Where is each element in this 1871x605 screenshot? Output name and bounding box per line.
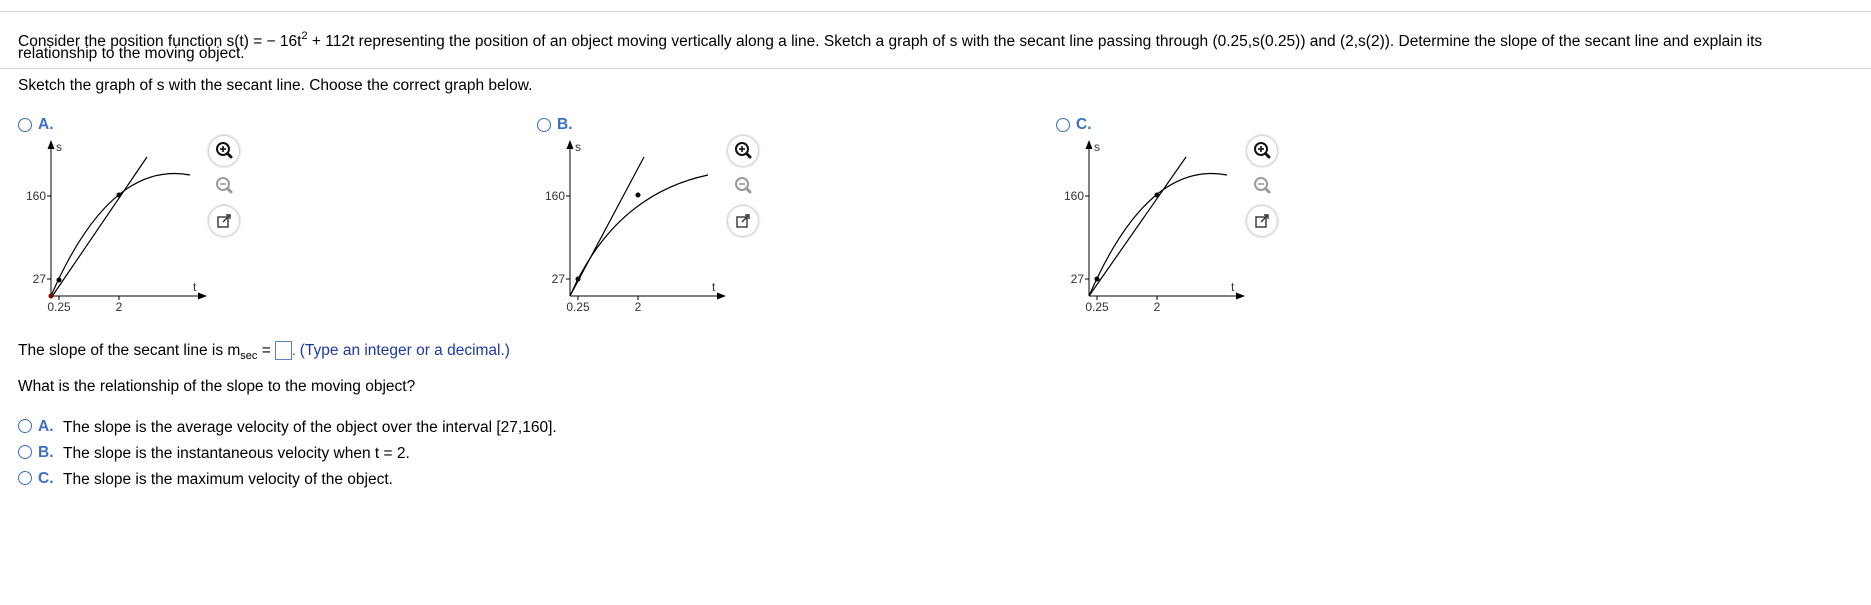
y-tick-label-160: 160	[544, 189, 565, 203]
zoom-in-icon	[1247, 136, 1277, 166]
graph-c	[1058, 135, 1258, 320]
answer-option-b-radio[interactable]	[18, 445, 32, 459]
y-tick-label-160: 160	[25, 189, 46, 203]
relationship-question: What is the relationship of the slope to the moving object?	[18, 378, 416, 395]
x-tick-label-025: 0.25	[1085, 300, 1109, 314]
x-axis-label: t	[1231, 280, 1235, 294]
x-axis-arrow	[717, 293, 726, 300]
graph-b-zoom-in-button[interactable]	[728, 136, 758, 166]
slope-equals: =	[257, 342, 271, 359]
graph-option-c-label[interactable]: C.	[1076, 116, 1092, 133]
origin-point	[49, 294, 54, 299]
graph-b-zoom-out-button[interactable]	[728, 171, 758, 201]
point-1	[576, 277, 581, 282]
answer-option-b-letter[interactable]: B.	[38, 444, 54, 461]
position-curve	[1089, 174, 1227, 296]
external-window-icon	[209, 206, 239, 236]
graph-option-b-label[interactable]: B.	[557, 116, 573, 133]
answer-option-a-letter[interactable]: A.	[38, 418, 54, 435]
graph-a	[20, 135, 220, 320]
zoom-in-icon	[209, 136, 239, 166]
answer-option-c-text[interactable]: The slope is the maximum velocity of the object.	[63, 471, 393, 488]
graph-option-a-label[interactable]: A.	[38, 116, 54, 133]
secant-line	[51, 157, 147, 298]
y-tick-label-27: 27	[1070, 272, 1084, 286]
y-tick-label-27: 27	[32, 272, 46, 286]
x-axis-label: t	[712, 280, 716, 294]
y-axis-arrow	[48, 140, 55, 149]
secant-point-1	[57, 278, 62, 283]
zoom-in-icon	[728, 136, 758, 166]
graph-a-zoom-out-button[interactable]	[209, 171, 239, 201]
graph-option-b-radio[interactable]	[537, 118, 551, 132]
y-axis-label: s	[56, 140, 62, 154]
question-text-line2: relationship to the moving object.	[18, 45, 245, 62]
answer-option-b-text[interactable]: The slope is the instantaneous velocity when t = 2.	[63, 445, 410, 462]
secant-point-1	[1095, 277, 1100, 282]
answer-option-c-radio[interactable]	[18, 471, 32, 485]
x-tick-label-025: 0.25	[566, 300, 590, 314]
x-axis-arrow	[198, 293, 207, 300]
graph-b-popout-button[interactable]	[728, 206, 758, 236]
x-axis-label: t	[193, 280, 197, 294]
graph-option-a-radio[interactable]	[18, 118, 32, 132]
external-window-icon	[728, 206, 758, 236]
external-window-icon	[1247, 206, 1277, 236]
slope-prefix: The slope of the secant line is m	[18, 342, 241, 359]
zoom-out-icon	[728, 171, 758, 201]
x-tick-label-2: 2	[115, 300, 123, 314]
instruction-text: Sketch the graph of s with the secant line. Choose the correct graph below.	[18, 77, 533, 94]
graph-a-popout-button[interactable]	[209, 206, 239, 236]
x-tick-label-2: 2	[634, 300, 642, 314]
secant-point-2	[1155, 193, 1160, 198]
y-tick-label-160: 160	[1063, 189, 1084, 203]
graph-c-zoom-out-button[interactable]	[1247, 171, 1277, 201]
position-curve	[51, 174, 190, 296]
slope-subscript: sec	[240, 350, 258, 362]
secant-point-2	[117, 193, 122, 198]
y-axis-arrow	[1086, 140, 1093, 149]
slope-prompt: The slope of the secant line is $m_{sec}$ = . (Type an integer or a decimal.)	[18, 342, 510, 362]
x-axis-arrow	[1236, 293, 1245, 300]
zoom-out-icon	[209, 171, 239, 201]
graph-b	[539, 135, 739, 320]
graph-c-zoom-in-button[interactable]	[1247, 136, 1277, 166]
y-axis-label: s	[575, 140, 581, 154]
zoom-out-icon	[1247, 171, 1277, 201]
graph-c-popout-button[interactable]	[1247, 206, 1277, 236]
secant-line	[1089, 157, 1186, 296]
slope-answer-input[interactable]	[275, 341, 292, 360]
y-axis-label: s	[1094, 140, 1100, 154]
y-tick-label-27: 27	[551, 272, 565, 286]
answer-option-a-text[interactable]: The slope is the average velocity of the object over the interval [27,160].	[63, 419, 557, 436]
point-2	[636, 193, 641, 198]
y-axis-arrow	[567, 140, 574, 149]
question-text: Consider the position function s(t) = − $16t^2 + 112t$ representing the position of an object moving vertically along a line. Sketch a graph of s with the secant line passing through (0.25,s(0.25)) and (2,s(2)). Determine the slope of the secant line and explain its	[18, 30, 1763, 50]
slope-hint: (Type an integer or a decimal.)	[299, 342, 510, 359]
x-tick-label-2: 2	[1153, 300, 1161, 314]
tangent-line	[570, 157, 644, 296]
graph-option-c-radio[interactable]	[1056, 118, 1070, 132]
graph-a-zoom-in-button[interactable]	[209, 136, 239, 166]
question-divider	[0, 68, 1871, 69]
top-divider	[0, 11, 1871, 12]
answer-option-c-letter[interactable]: C.	[38, 470, 54, 487]
x-tick-label-025: 0.25	[47, 300, 71, 314]
answer-option-a-radio[interactable]	[18, 419, 32, 433]
